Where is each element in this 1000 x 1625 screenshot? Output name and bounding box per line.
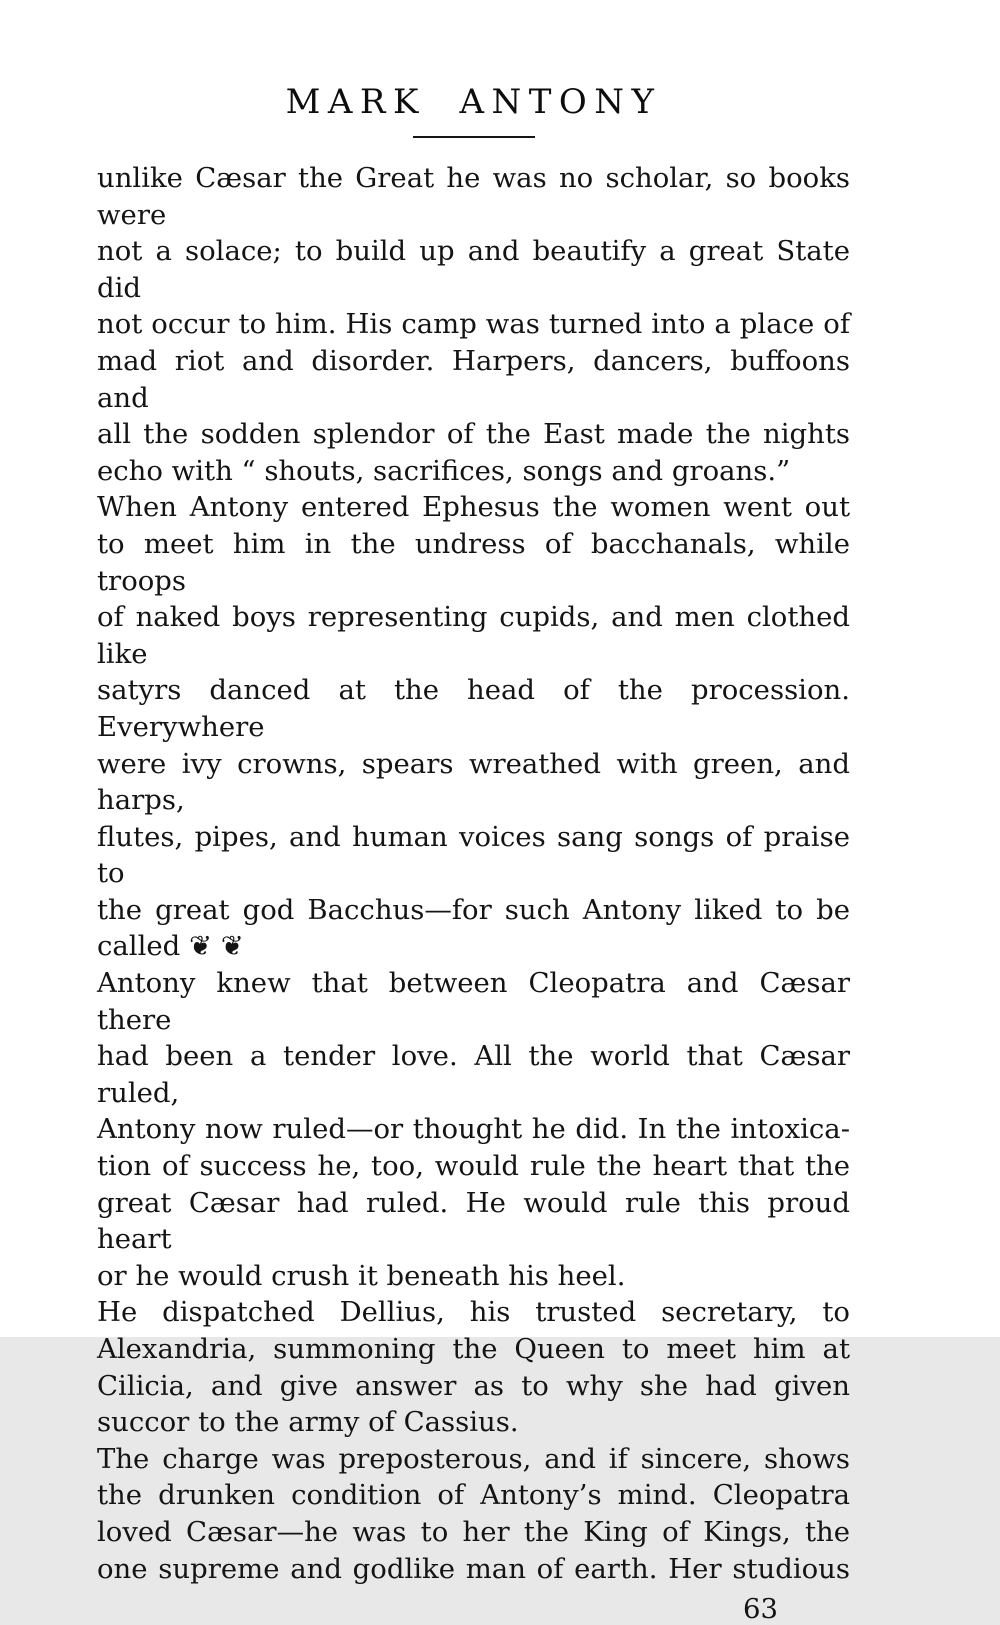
paragraph bbox=[97, 1294, 850, 1440]
text-line: had been a tender love. All the world that Cæsar ruled, bbox=[97, 1040, 850, 1109]
text-line: great Cæsar had ruled. He would rule this proud heart bbox=[97, 1186, 850, 1256]
text-line: mad riot and disorder. Harpers, dancers, buffoons and bbox=[97, 344, 850, 414]
text-line: all the sodden splendor of the East made the nights bbox=[97, 418, 850, 451]
text-line: satyrs danced at the head of the procession. Everywhere bbox=[97, 674, 850, 743]
page-content bbox=[97, 82, 850, 1625]
text-line: Antony knew that between Cleopatra and Cæsar there bbox=[97, 967, 850, 1036]
text-line: Cilicia, and give answer as to why she had given bbox=[97, 1369, 850, 1402]
text-line: Antony now ruled—or thought he did. In the intoxica- bbox=[97, 1113, 850, 1146]
paragraph bbox=[97, 489, 850, 965]
text-line: flutes, pipes, and human voices sang songs of praise to bbox=[97, 820, 850, 890]
text-line: the drunken condition of Antony’s mind. Cleopatra bbox=[97, 1479, 850, 1512]
paragraph bbox=[97, 1441, 850, 1587]
text-line: He dispatched Dellius, his trusted secretary, to bbox=[97, 1296, 850, 1329]
text-line: tion of success he, too, would rule the heart that the bbox=[97, 1150, 850, 1183]
title-rule bbox=[413, 136, 535, 138]
text-line: Alexandria, summoning the Queen to meet him at bbox=[97, 1333, 850, 1365]
text-line: echo with “ shouts, sacrifices, songs and groans.” bbox=[97, 454, 791, 487]
text-line: succor to the army of Cassius. bbox=[97, 1406, 519, 1439]
text-line: to meet him in the undress of bacchanals, while troops bbox=[97, 527, 850, 597]
paragraph bbox=[97, 160, 850, 489]
body-text bbox=[97, 160, 850, 1587]
page-number: 63 bbox=[743, 1593, 778, 1625]
text-line: or he would crush it beneath his heel. bbox=[97, 1259, 626, 1292]
text-line: loved Cæsar—he was to her the King of Kings, the bbox=[97, 1515, 850, 1548]
text-line: of naked boys representing cupids, and men clothed like bbox=[97, 601, 850, 670]
text-line: unlike Cæsar the Great he was no scholar, so books were bbox=[97, 162, 850, 231]
page-title: MARK ANTONY bbox=[285, 82, 662, 122]
text-line: The charge was preposterous, and if sincere, shows bbox=[97, 1442, 850, 1475]
text-line: were ivy crowns, spears wreathed with green, and harps, bbox=[97, 747, 850, 817]
text-line: the great god Bacchus—for such Antony liked to be bbox=[97, 893, 850, 926]
text-line: called ❦ ❦ bbox=[97, 930, 244, 963]
text-line: not occur to him. His camp was turned into a place of bbox=[97, 308, 850, 341]
text-line: When Antony entered Ephesus the women went out bbox=[97, 491, 850, 524]
text-line: one supreme and godlike man of earth. Her studious bbox=[97, 1552, 850, 1585]
paragraph bbox=[97, 965, 850, 1294]
text-line: not a solace; to build up and beautify a great State did bbox=[97, 235, 850, 304]
